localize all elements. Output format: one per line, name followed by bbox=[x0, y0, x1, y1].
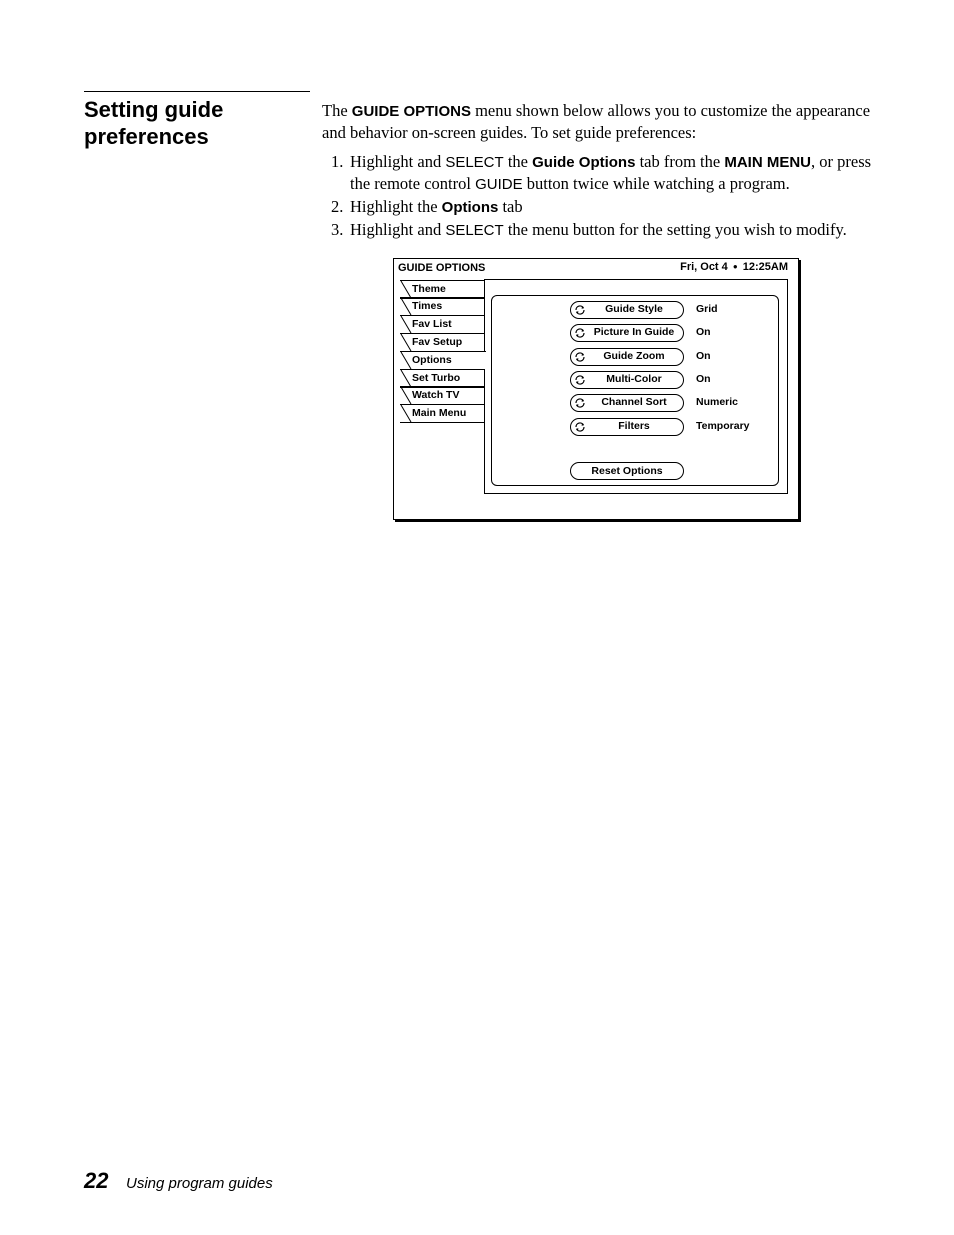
tab-label: Watch TV bbox=[412, 389, 460, 401]
options-panel bbox=[484, 279, 788, 494]
tab-edge-icon bbox=[400, 298, 412, 315]
guide-style-value: Grid bbox=[696, 303, 718, 315]
step-text: tab from the bbox=[635, 152, 725, 171]
tab-label: Fav Setup bbox=[412, 336, 463, 348]
key-select: SELECT bbox=[445, 222, 504, 239]
intro-paragraph bbox=[322, 100, 882, 143]
reset-options-button[interactable]: Reset Options bbox=[570, 462, 684, 480]
options-inner-frame bbox=[491, 295, 779, 486]
multi-color-value: On bbox=[696, 373, 711, 385]
tab-edge-icon bbox=[400, 405, 412, 422]
tab-watch-tv[interactable] bbox=[400, 386, 486, 405]
guide-options-screen bbox=[393, 258, 799, 520]
tab-label: Set Turbo bbox=[412, 372, 461, 384]
term-main-menu: MAIN MENU bbox=[724, 154, 812, 171]
bullet-icon: ● bbox=[732, 262, 738, 271]
intro-text: The bbox=[322, 101, 352, 120]
page-number: 22 bbox=[84, 1168, 109, 1193]
tab-label: Options bbox=[412, 354, 452, 366]
option-label: Channel Sort bbox=[601, 396, 667, 408]
tab-edge-icon bbox=[400, 370, 412, 387]
tab-edge-icon bbox=[400, 334, 412, 351]
intro-text-end: menu shown below allows you to customize the appearance and behavior on-screen guides. To set guide preferences: bbox=[322, 101, 871, 142]
picture-in-guide-value: On bbox=[696, 326, 711, 338]
filters-button[interactable] bbox=[570, 418, 684, 436]
step-text: Highlight the bbox=[350, 197, 442, 216]
tab-edge-icon bbox=[400, 352, 412, 369]
menu-name: GUIDE OPTIONS bbox=[351, 103, 471, 120]
guide-zoom-button[interactable] bbox=[570, 348, 684, 366]
step-text: Highlight and bbox=[350, 220, 446, 239]
step-text: the bbox=[503, 152, 533, 171]
screen-clock bbox=[680, 261, 788, 273]
body-text bbox=[322, 100, 882, 242]
tab-options[interactable] bbox=[400, 351, 486, 369]
option-label: Picture In Guide bbox=[593, 326, 675, 338]
tab-label: Theme bbox=[412, 283, 446, 295]
tab-times[interactable] bbox=[400, 297, 486, 316]
multi-color-button[interactable] bbox=[570, 371, 684, 389]
step-number: 1. bbox=[331, 152, 344, 171]
tab-edge-icon bbox=[400, 316, 412, 333]
option-label: Multi-Color bbox=[606, 373, 662, 385]
chapter-title: Using program guides bbox=[126, 1175, 273, 1192]
steps-list bbox=[322, 151, 882, 241]
option-label: Guide Style bbox=[605, 303, 663, 315]
step-text: button twice while watching a program. bbox=[522, 174, 790, 193]
screen-date: Fri, Oct 4 bbox=[680, 261, 728, 273]
section-rule bbox=[84, 91, 310, 92]
section-title: Setting guide preferences bbox=[84, 97, 224, 149]
channel-sort-value: Numeric bbox=[696, 396, 739, 408]
tab-main-menu[interactable] bbox=[400, 404, 486, 423]
step-number: 3. bbox=[331, 220, 344, 239]
term-guide-options: Guide Options bbox=[532, 154, 636, 171]
step-text: the menu button for the setting you wish to modify. bbox=[503, 220, 847, 239]
tab-label: Times bbox=[412, 300, 443, 312]
screen-time: 12:25AM bbox=[742, 261, 788, 273]
term-options: Options bbox=[441, 199, 499, 216]
guide-zoom-value: On bbox=[696, 350, 711, 362]
key-guide: GUIDE bbox=[475, 176, 523, 193]
step-text: tab bbox=[498, 197, 523, 216]
step-1 bbox=[322, 151, 882, 195]
option-label: Guide Zoom bbox=[603, 350, 665, 362]
tab-label: Main Menu bbox=[412, 407, 467, 419]
filters-value: Temporary bbox=[696, 420, 750, 432]
picture-in-guide-button[interactable] bbox=[570, 324, 684, 342]
channel-sort-button[interactable] bbox=[570, 394, 684, 412]
step-number: 2. bbox=[331, 197, 344, 216]
guide-style-button[interactable] bbox=[570, 301, 684, 319]
tab-edge-icon bbox=[400, 387, 412, 404]
tab-label: Fav List bbox=[412, 318, 452, 330]
tab-edge-icon bbox=[400, 281, 412, 298]
tab-fav-setup[interactable] bbox=[400, 333, 486, 352]
tab-fav-list[interactable] bbox=[400, 315, 486, 334]
key-select: SELECT bbox=[445, 154, 504, 171]
screen-title: GUIDE OPTIONS bbox=[398, 262, 486, 274]
step-3 bbox=[322, 219, 882, 241]
option-label: Filters bbox=[618, 420, 650, 432]
step-2 bbox=[322, 196, 882, 218]
step-text: , or press the remote control bbox=[350, 152, 872, 193]
step-text: Highlight and bbox=[350, 152, 446, 171]
